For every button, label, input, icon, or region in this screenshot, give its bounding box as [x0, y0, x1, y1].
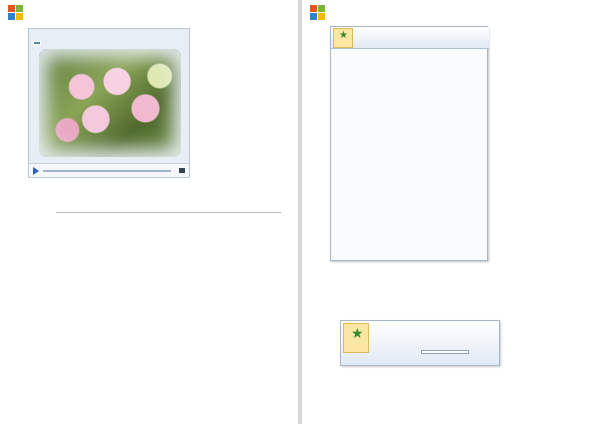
- right-page: [302, 0, 600, 424]
- office-logo-icon: [8, 5, 23, 21]
- trigger-screenshot: [340, 320, 500, 366]
- play-icon[interactable]: [33, 167, 39, 175]
- video-player-bar: [29, 163, 189, 177]
- add-animation-button[interactable]: [333, 28, 353, 48]
- office-logo-icon: [310, 5, 325, 21]
- star-icon: ★: [339, 30, 348, 41]
- animation-gallery: [330, 26, 488, 261]
- bookmark-dropdown: [421, 350, 469, 354]
- slide-title: [33, 41, 41, 45]
- office-logo: [310, 5, 327, 21]
- star-icon: ★: [351, 325, 364, 341]
- left-page: [0, 0, 298, 424]
- tip-box: [56, 212, 281, 216]
- office-logo: [8, 5, 25, 21]
- flower-photo: [39, 49, 181, 157]
- volume-icon[interactable]: [179, 168, 185, 173]
- ribbon-animations: [331, 27, 489, 49]
- add-animation-button-2[interactable]: [343, 323, 369, 353]
- video-progress-track[interactable]: [43, 170, 171, 172]
- slide-preview: [28, 28, 190, 178]
